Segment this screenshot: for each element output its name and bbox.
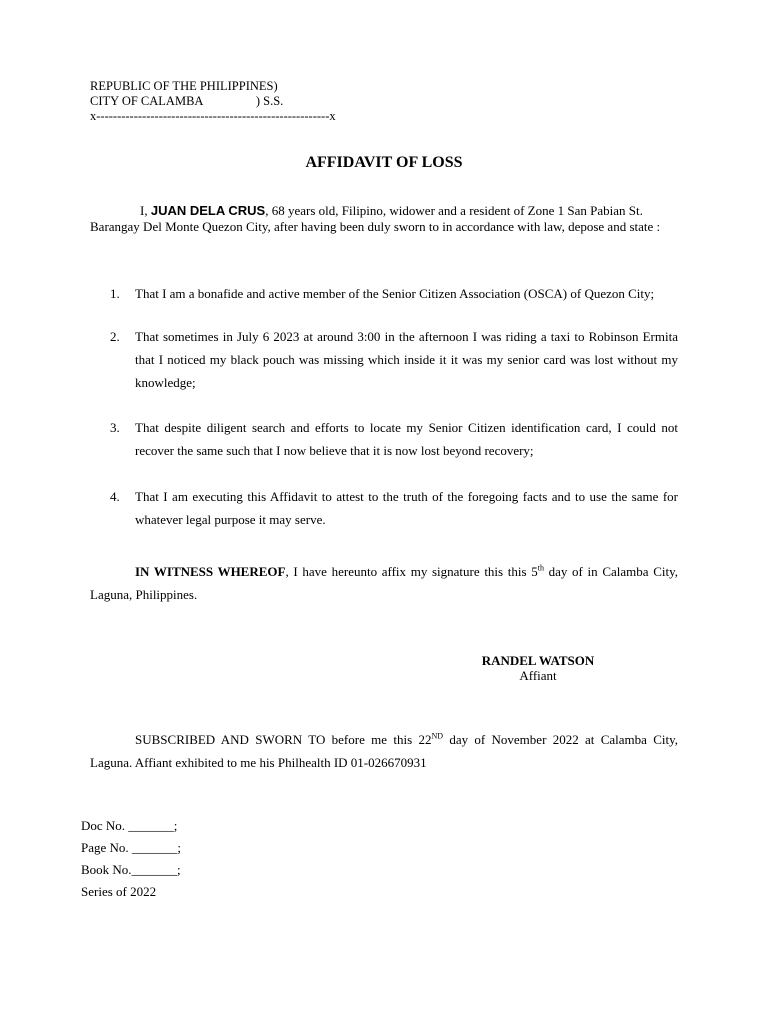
- witness-day-suffix: th: [537, 563, 544, 573]
- venue-block: [90, 79, 336, 124]
- witness-heading: IN WITNESS WHEREOF: [135, 564, 286, 579]
- signature-block: [438, 653, 638, 683]
- statement-item-4: [110, 485, 678, 531]
- statement-number: 4.: [110, 489, 120, 504]
- jurat-day-suffix: ND: [431, 731, 444, 741]
- jurat-paragraph: [90, 728, 678, 774]
- statement-text: That I am executing this Affidavit to attest to the truth of the foregoing facts and to use the same for whatever legal purpose it may serve.: [135, 489, 678, 527]
- statement-text: That sometimes in July 6 2023 at around 3:00 in the afternoon I was riding a taxi to Robinson Ermita that I noticed my black pouch was missing which inside it it was my senior card was lost without my knowledge;: [135, 329, 678, 390]
- intro-prefix: I,: [140, 203, 151, 218]
- venue-republic: REPUBLIC OF THE PHILIPPINES): [90, 79, 278, 93]
- notarial-register-block: [81, 815, 181, 903]
- statement-item-1: [110, 282, 678, 305]
- statement-number: 3.: [110, 420, 120, 435]
- venue-divider: x--------------------------------------------------------x: [90, 109, 336, 123]
- intro-affiant-name: JUAN DELA CRUS: [150, 203, 266, 218]
- series-year: Series of 2022: [81, 884, 157, 899]
- witness-text-2: day of in Calamba City, Laguna, Philippines.: [90, 564, 679, 602]
- statement-item-2: [110, 325, 678, 394]
- venue-city: CITY OF CALAMBA ) S.S.: [90, 94, 284, 108]
- statement-number: 1.: [110, 286, 120, 301]
- affiant-signature-name: RANDEL WATSON: [481, 653, 595, 668]
- witness-text-1: , I have hereunto affix my signature this this 5: [285, 564, 538, 579]
- statement-text: That I am a bonafide and active member of the Senior Citizen Association (OSCA) of Quezon City;: [135, 286, 655, 301]
- statement-item-3: [110, 416, 678, 462]
- intro-paragraph: [90, 203, 678, 235]
- jurat-text-1: SUBSCRIBED AND SWORN TO before me this 22: [135, 732, 432, 747]
- page-number: Page No. _______;: [81, 840, 182, 855]
- book-number: Book No._______;: [81, 862, 181, 877]
- statement-text: That despite diligent search and efforts to locate my Senior Citizen identification card, I could not recover the same such that I now believe that it is now lost beyond recovery;: [135, 420, 678, 458]
- document-title: AFFIDAVIT OF LOSS: [305, 154, 463, 171]
- intro-body: , 68 years old, Filipino, widower and a resident of Zone 1 San Pabian St. Barangay Del Monte Quezon City, after having been duly sworn to in accordance with law, depose and state :: [90, 203, 661, 234]
- jurat-text-2: day of November 2022 at Calamba City, Laguna. Affiant exhibited to me his Philhealth ID 01-026670931: [90, 732, 679, 770]
- doc-number: Doc No. _______;: [81, 818, 178, 833]
- affiant-label: Affiant: [519, 668, 557, 683]
- statement-number: 2.: [110, 329, 120, 344]
- witness-paragraph: [90, 560, 678, 606]
